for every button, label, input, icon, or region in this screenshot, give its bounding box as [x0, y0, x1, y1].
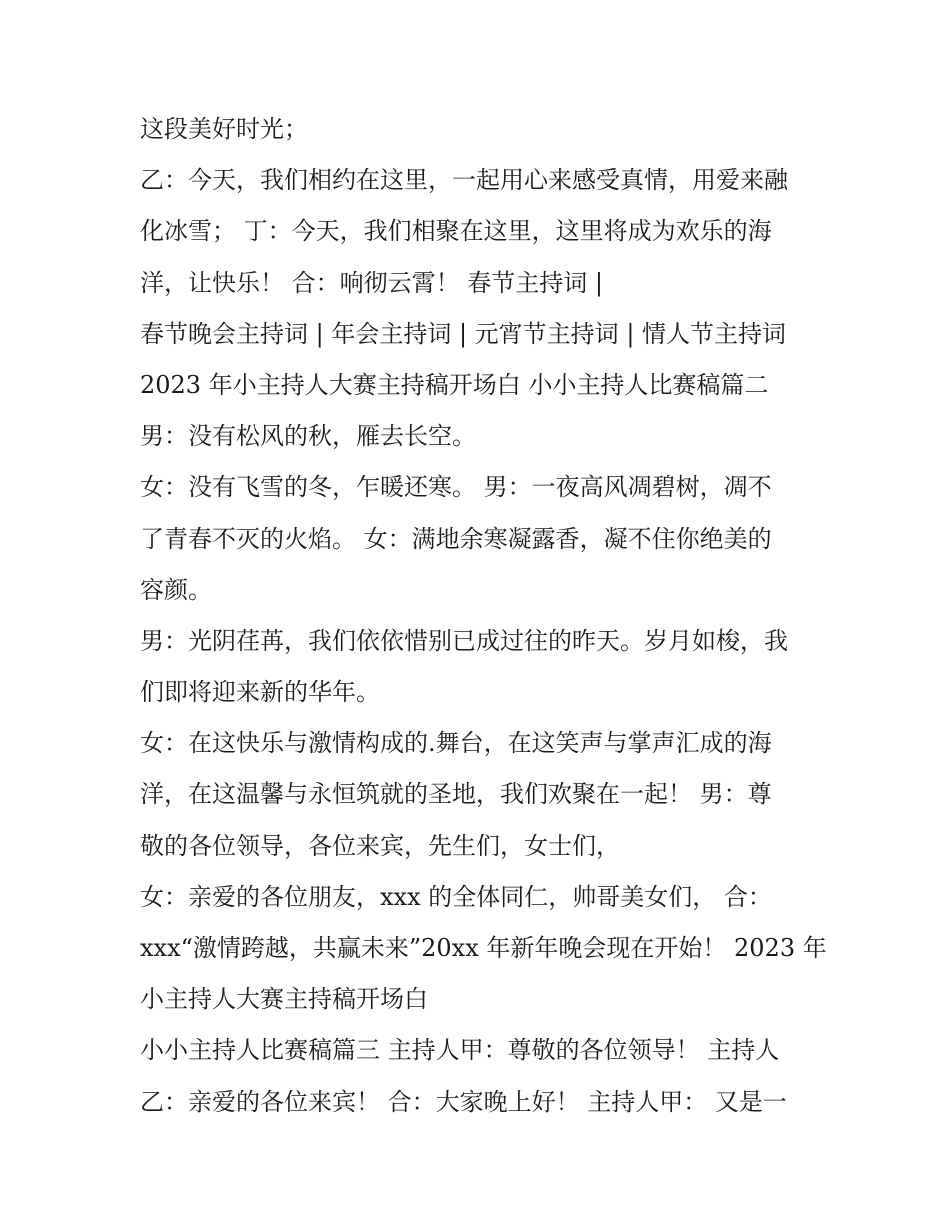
- text-line: 女：没有飞雪的冬，乍暖还寒。 男：一夜高风凋碧树，凋不: [140, 473, 772, 502]
- text-line: 男：光阴荏苒，我们依依惜别已成过往的昨天。岁月如梭，我: [140, 626, 788, 655]
- text-line: 2023 年小主持人大赛主持稿开场白 小小主持人比赛稿篇二: [140, 370, 769, 399]
- text-line: 乙：今天，我们相约在这里，一起用心来感受真情，用爱来融: [140, 166, 788, 195]
- text-line: xxx“激情跨越，共赢未来”20xx 年新年晚会现在开始！ 2023 年: [140, 934, 827, 962]
- text-line: 乙：亲爱的各位来宾！ 合：大家晚上好！ 主持人甲： 又是一: [140, 1087, 787, 1116]
- text-line: 们即将迎来新的华年。: [140, 678, 380, 707]
- text-line: 小小主持人比赛稿篇三 主持人甲：尊敬的各位领导！ 主持人: [140, 1036, 780, 1065]
- text-line: 敬的各位领导，各位来宾，先生们，女士们，: [140, 831, 620, 860]
- text-line: 洋，让快乐！ 合：响彻云霄！ 春节主持词 |: [140, 268, 603, 297]
- text-line: 洋，在这温馨与永恒筑就的圣地，我们欢聚在一起！ 男：尊: [140, 780, 772, 809]
- text-line: 男：没有松风的秋，雁去长空。: [140, 422, 476, 451]
- text-line: 了青春不灭的火焰。 女：满地余寒凝露香，凝不住你绝美的: [140, 524, 772, 553]
- document-body: [140, 104, 827, 1128]
- text-line: 春节晚会主持词 | 年会主持词 | 元宵节主持词 | 情人节主持词: [140, 319, 787, 348]
- text-line: 化冰雪； 丁：今天，我们相聚在这里，这里将成为欢乐的海: [140, 217, 772, 246]
- text-line: 这段美好时光；: [140, 115, 308, 143]
- text-line: 女：亲爱的各位朋友，xxx 的全体同仁，帅哥美女们， 合：: [140, 882, 772, 911]
- text-line: 容颜。: [140, 575, 212, 604]
- text-line: 小主持人大赛主持稿开场白: [140, 985, 428, 1014]
- text-line: 女：在这快乐与激情构成的.舞台，在这笑声与掌声汇成的海: [140, 729, 772, 758]
